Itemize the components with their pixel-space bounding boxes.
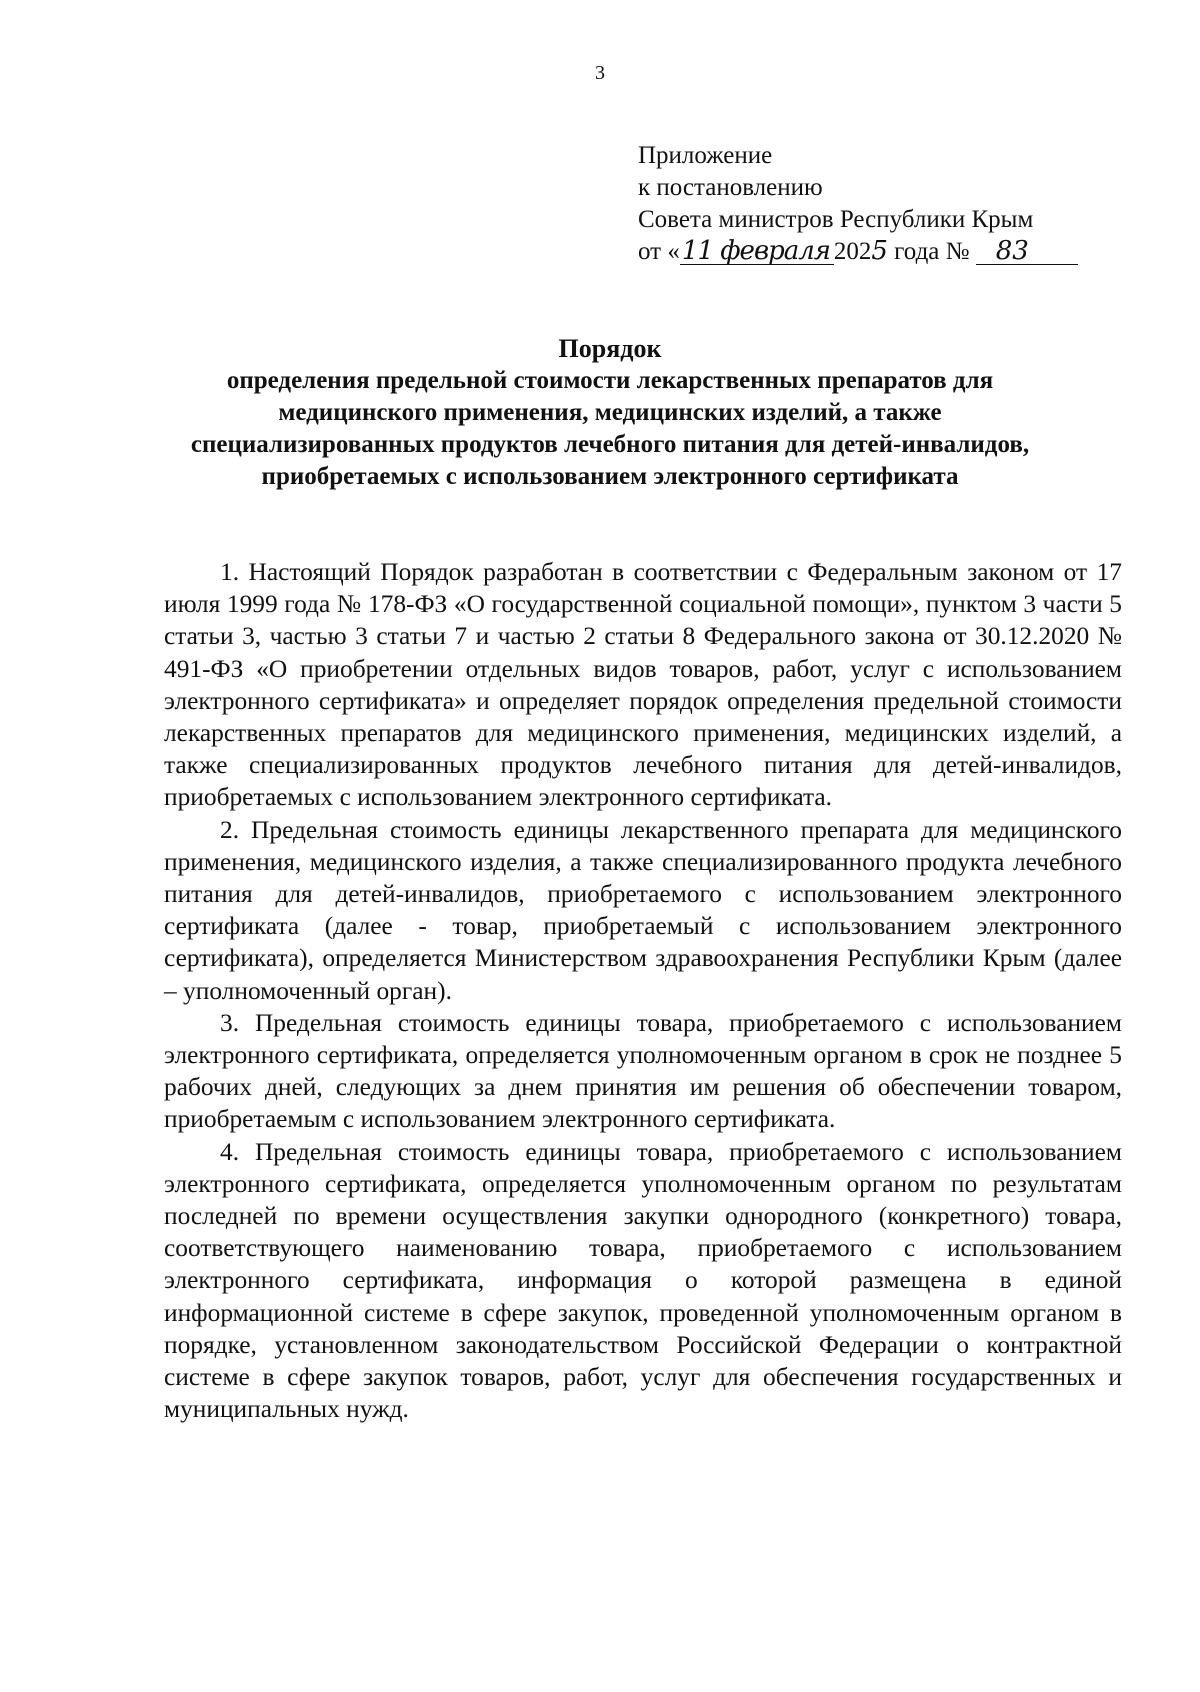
document-body <box>164 556 1122 1425</box>
title-line-3: специализированных продуктов лечебного питания для детей-инвалидов, <box>190 431 1030 458</box>
appendix-block <box>638 140 1078 268</box>
year-printed: 202 <box>833 238 872 265</box>
paragraph-4: 4. Предельная стоимость единицы товара, приобретаемого с использованием электронного сертификата, определяется уполномоченным органом по результатам последней по времени осуществления закупки однородного (конкретного) товара, соответствующего наименованию товара, приобретаемого с использованием электронного сертификата, информация о которой размещена в единой информационной системе в сфере закупок, проведенной уполномоченным органом в порядке, установленном законодательством Российской Федерации о контрактной системе в сфере закупок товаров, работ, услуг для обеспечения государственных и муниципальных нужд. <box>164 1137 1122 1424</box>
appendix-line-council: Совета министров Республики Крым <box>638 206 1034 233</box>
paragraph-1: 1. Настоящий Порядок разработан в соответствии с Федеральным законом от 17 июля 1999 года № 178-ФЗ «О государственной социальной помощи», пунктом 3 части 5 статьи 3, частью 3 статьи 7 и частью 2 статьи 8 Федерального закона от 30.12.2020 № 491-ФЗ «О приобретении отдельных видов товаров, работ, услуг с использованием электронного сертификата» и определяет порядок определения предельной стоимости лекарственных препаратов для медицинского применения, медицинских изделий, а также специализированных продуктов лечебного питания для детей-инвалидов, приобретаемых с использованием электронного сертификата. <box>164 558 1122 812</box>
page-number: 3 <box>595 62 605 84</box>
paragraph-3: 3. Предельная стоимость единицы товара, приобретаемого с использованием электронного сертификата, определяется уполномоченным органом в срок не позднее 5 рабочих дней, следующих за днем принятия им решения об обеспечении товаром, приобретаемым с использованием электронного сертификата. <box>164 1008 1122 1134</box>
title-line-2: медицинского применения, медицинских изделий, а также <box>278 399 942 426</box>
paragraph-2: 2. Предельная стоимость единицы лекарственного препарата для медицинского применения, медицинского изделия, а также специализированного продукта лечебного питания для детей-инвалидов, приобретаемого с использованием электронного сертификата (далее - товар, приобретаемый с использованием электронного сертификата), определяется Министерством здравоохранения Республики Крым (далее – уполномоченный орган). <box>164 815 1122 1005</box>
date-prefix: от « <box>638 238 680 265</box>
handwritten-date: 11 февраля <box>680 238 834 265</box>
handwritten-number: 83 <box>976 238 1078 265</box>
appendix-line-resolution: к постановлению <box>638 174 823 201</box>
title-line-1: определения предельной стоимости лекарственных препаратов для <box>226 367 994 394</box>
title-line-4: приобретаемых с использованием электронного сертификата <box>261 463 959 490</box>
appendix-title: Приложение <box>638 142 773 169</box>
year-suffix: года № <box>887 238 970 265</box>
document-title <box>140 333 1080 493</box>
appendix-date-line <box>638 236 1078 268</box>
title-heading: Порядок <box>558 334 662 363</box>
handwritten-year-digit: 5 <box>871 236 888 266</box>
